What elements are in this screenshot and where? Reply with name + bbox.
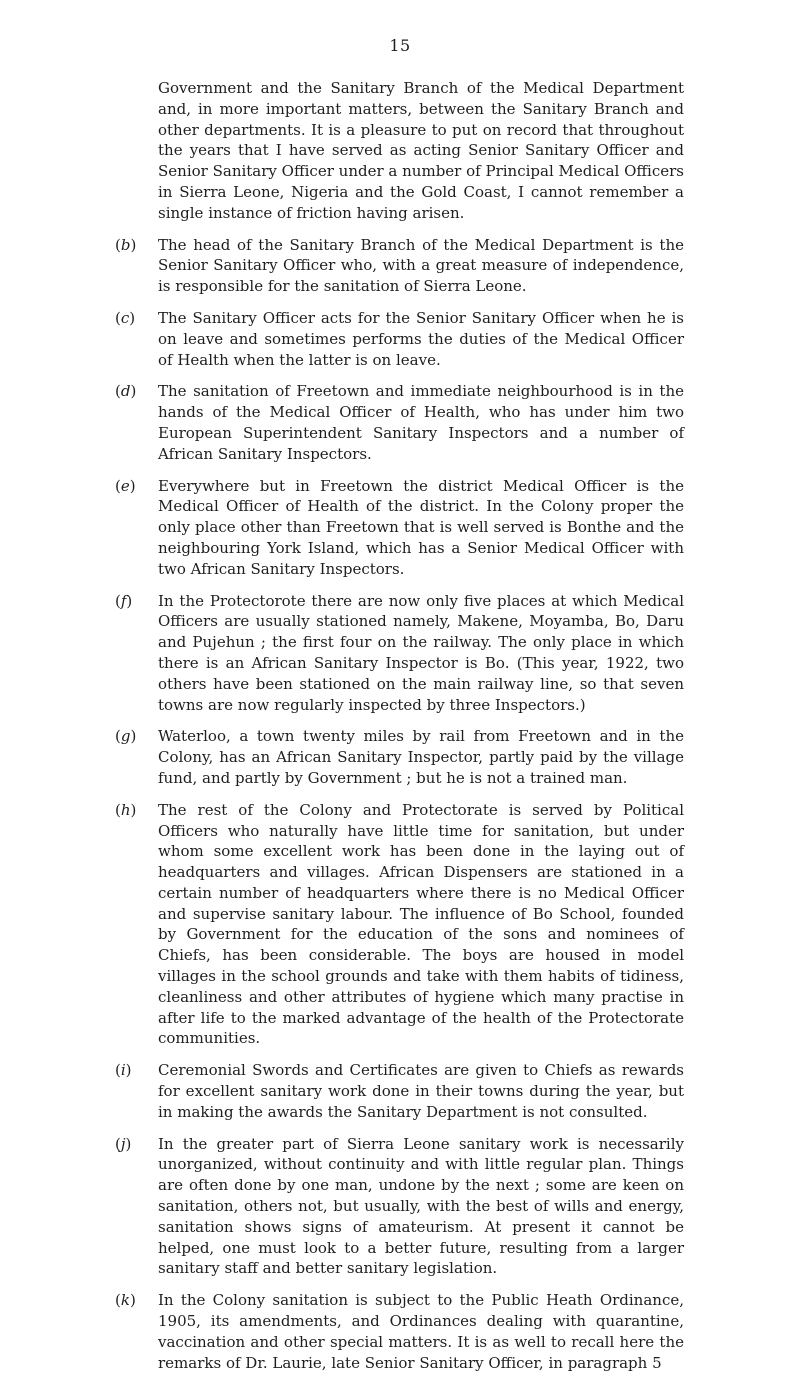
body-text xyxy=(115,78,684,1384)
paragraph-j xyxy=(115,1134,684,1280)
paragraph-label-f: (f) xyxy=(115,591,133,610)
paragraph-text-i: Ceremonial Swords and Certificates are given to Chiefs as rewards for excellent sanitary work done in their towns during the year, but in making the awards the Sanitary Department is not consulted. xyxy=(158,1061,684,1121)
paragraph-f xyxy=(115,591,684,716)
paragraph-g xyxy=(115,726,684,788)
paragraph-c xyxy=(115,308,684,370)
paragraph-e xyxy=(115,476,684,580)
paragraph-label-b: (b) xyxy=(115,235,137,254)
paragraph-text-k: In the Colony sanitation is subject to the Public Heath Ordinance, 1905, its amendments, and Ordinances dealing with quarantine, vaccination and other special matters. It is as well to recall here the remarks of Dr. Laurie, late Senior Sanitary Officer, in paragraph 5 xyxy=(158,1291,684,1372)
paragraph-label-e: (e) xyxy=(115,476,136,495)
paragraph-i xyxy=(115,1060,684,1122)
paragraph-k xyxy=(115,1290,684,1373)
paragraph-text-g: Waterloo, a town twenty miles by rail from Freetown and in the Colony, has an African Sanitary Inspector, partly paid by the village fund, and partly by Government ; but he is not a trained man. xyxy=(158,727,684,787)
paragraph-label-k: (k) xyxy=(115,1291,136,1310)
paragraph-label-i: (i) xyxy=(115,1061,132,1080)
paragraph-h xyxy=(115,800,684,1050)
paragraph-d xyxy=(115,381,684,464)
paragraph-text-e: Everywhere but in Freetown the district Medical Officer is the Medical Officer of Health of the district. In the Colony proper the only place other than Freetown that is well served is Bonthe and the neighbouring York Island, which has a Senior Medical Officer with two African Sanitary Inspectors. xyxy=(158,476,684,578)
paragraph-text-f: In the Protectorote there are now only five places at which Medical Officers are usually stationed namely, Makene, Moyamba, Bo, Daru and Pujehun ; the first four on the railway. The only place in which there is an African Sanitary Inspector is Bo. (This year, 1922, two others have been stationed on the main railway line, so that seven towns are now regularly inspected by three Inspectors.) xyxy=(158,591,684,714)
paragraph-text-h: The rest of the Colony and Protectorate is served by Political Officers who naturally have little time for sanitation, but under whom some excellent work has been done in the laying out of headquarters and villages. African Dispensers are stationed in a certain number of headquarters where there is no Medical Officer and supervise sanitary labour. The influence of Bo School, founded by Government for the education of the sons and nominees of Chiefs, has been considerable. The boys are housed in model villages in the school grounds and take with them habits of tidiness, cleanliness and other attributes of hygiene which many practise in after life to the marked advantage of the health of the Protectorate communities. xyxy=(158,800,684,1048)
paragraph-label-c: (c) xyxy=(115,308,136,327)
paragraph-b xyxy=(115,235,684,297)
paragraph-text-d: The sanitation of Freetown and immediate neighbourhood is in the hands of the Medical Officer of Health, who has under him two European Superintendent Sanitary Inspectors and a number of African Sanitary Inspectors. xyxy=(158,382,684,463)
paragraph-text-c: The Sanitary Officer acts for the Senior Sanitary Officer when he is on leave and sometimes performs the duties of the Medical Officer of Health when the latter is on leave. xyxy=(158,308,684,369)
paragraph-text-j: In the greater part of Sierra Leone sanitary work is necessarily unorganized, without continuity and with little regular plan. Things are often done by one man, undone by the next ; some are keen on sanitation, others not, but usually, with the best of wills and energy, sanitation shows signs of amateurism. At present it cannot be helped, one must look to a better future, resulting from a larger sanitary staff and better sanitary legislation. xyxy=(158,1134,684,1278)
paragraph-label-d: (d) xyxy=(115,382,137,401)
paragraph-text-b: The head of the Sanitary Branch of the Medical Department is the Senior Sanitary Officer who, with a great measure of independence, is responsible for the sanitation of Sierra Leone. xyxy=(158,235,684,296)
paragraph-label-j: (j) xyxy=(115,1134,132,1153)
paragraph-label-h: (h) xyxy=(115,800,137,819)
page-number: 15 xyxy=(389,36,411,55)
paragraph-label-g: (g) xyxy=(115,727,137,746)
intro-paragraph: Government and the Sanitary Branch of the Medical Department and, in more important matters, between the Sanitary Branch and other departments. It is a pleasure to put on record that throughout the years that I have served as acting Senior Sanitary Officer and Senior Sanitary Officer under a number of Principal Medical Officers in Sierra Leone, Nigeria and the Gold Coast, I cannot remember a single instance of friction having arisen. xyxy=(158,79,684,222)
